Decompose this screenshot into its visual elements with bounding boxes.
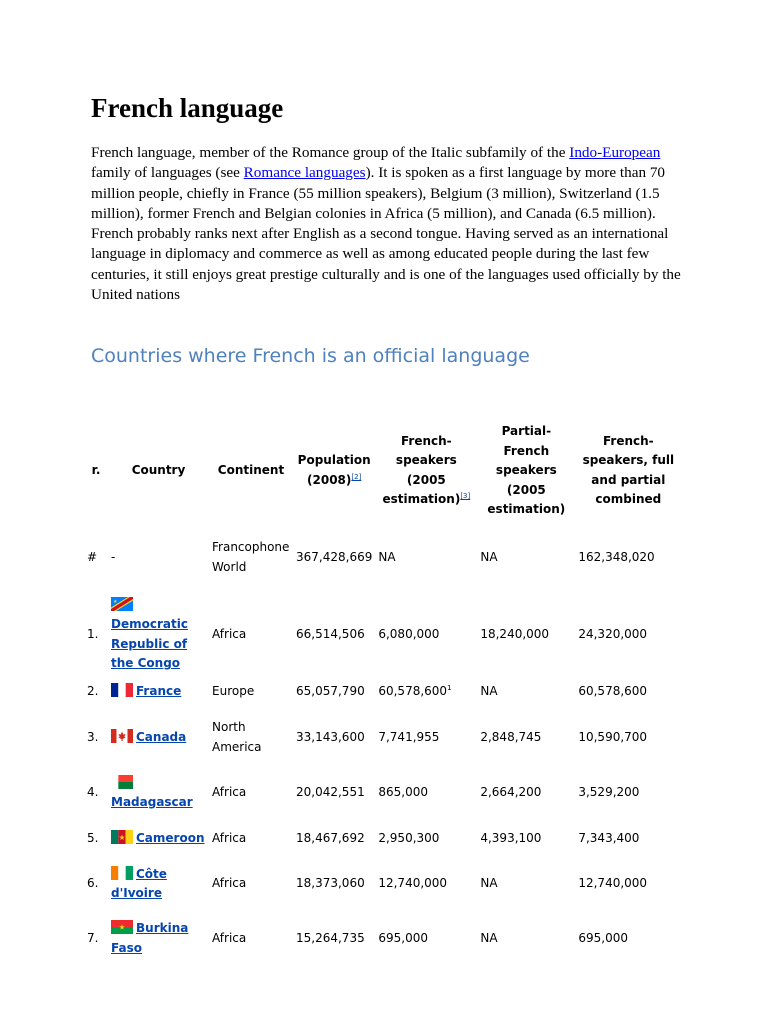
cell-partial-speakers: NA (480, 930, 498, 945)
cell-continent: North America (212, 720, 262, 754)
table-header-row (84, 418, 681, 524)
population-ref-link[interactable]: [2] (351, 472, 362, 481)
header-rank: r. (91, 463, 101, 477)
header-population (293, 418, 375, 524)
french-speakers-ref-link[interactable]: [3] (460, 492, 471, 501)
table-row (84, 908, 681, 970)
cell-combined: 12,740,000 (578, 876, 648, 891)
cell-combined: 24,320,000 (578, 626, 648, 641)
cell-partial-speakers: 2,664,200 (480, 785, 542, 800)
cell-continent: Africa (212, 876, 247, 891)
cell-french-speakers: 7,741,955 (378, 729, 440, 744)
cell-population: 65,057,790 (296, 683, 365, 698)
indo-european-link[interactable]: Indo-European (569, 144, 661, 161)
cell-french-speakers: NA (378, 549, 396, 564)
header-continent: Continent (217, 463, 285, 477)
cell-combined: 60,578,600 (578, 683, 648, 698)
canada-flag-icon (111, 729, 133, 743)
france-flag-icon (111, 683, 133, 697)
cell-french-speakers: 2,950,300 (378, 830, 440, 845)
cell-population: 367,428,669 (296, 549, 373, 564)
table-row (84, 678, 681, 706)
cell-combined: 162,348,020 (578, 549, 655, 564)
intro-text-2: family of languages (see (91, 164, 244, 182)
svg-text:★: ★ (113, 598, 118, 605)
drc-flag-icon (111, 597, 133, 611)
french-speakers-value: 60,578,600 (378, 683, 448, 698)
cell-combined: 3,529,200 (578, 785, 640, 800)
country-link-burkina-faso[interactable]: Burkina Faso (111, 921, 189, 955)
country-link-canada[interactable]: Canada (136, 729, 187, 744)
cell-combined: 7,343,400 (578, 830, 640, 845)
cell-country (108, 861, 209, 908)
cell-country (108, 908, 209, 970)
cell-rank: 3. (87, 729, 99, 744)
country-link-france[interactable]: France (136, 683, 182, 698)
cell-partial-speakers: NA (480, 683, 498, 698)
cell-continent: Francophone World (212, 540, 290, 574)
intro-text-3: ). It is spoken as a first language by more than 70 million people, chiefly in France (55 million speakers), Belgium (3 million), Switzerland (1.5 million), former French and Belgian colonies in Africa (5 million), and Canada (6.5 million). French probably ranks next after English as a second tongue. Having served as an international language in diplomacy and commerce as well as among educated people during the last few centuries, it still enjoys great prestige culturally and is one of the languages used officially by the United nations (91, 164, 681, 304)
cell-population: 66,514,506 (296, 626, 365, 641)
cell-population: 20,042,551 (296, 785, 365, 800)
section-heading: Countries where French is an official language (91, 345, 530, 367)
footnote-marker: 1 (447, 683, 452, 692)
cell-french-speakers (375, 678, 477, 706)
cell-combined: 695,000 (578, 930, 628, 945)
table-row (84, 861, 681, 908)
intro-text-1: French language, member of the Romance group of the Italic subfamily of the (91, 144, 570, 161)
cell-partial-speakers: NA (480, 876, 498, 891)
cell-french-speakers: 865,000 (378, 785, 428, 800)
cell-continent: Africa (212, 930, 247, 945)
table-row (84, 592, 681, 678)
cell-rank: 1. (87, 626, 99, 641)
header-country: Country (131, 463, 186, 477)
cell-population: 15,264,735 (296, 930, 365, 945)
header-french-speakers-label: French-speakers (2005 estimation) (382, 433, 461, 507)
cell-continent: Europe (212, 683, 255, 698)
table-row (84, 706, 681, 770)
cell-french-speakers: 695,000 (378, 930, 428, 945)
cell-country: - (111, 549, 116, 564)
cell-country (108, 706, 209, 770)
intro-paragraph (91, 143, 691, 305)
country-link-cote-divoire[interactable]: Côte d'Ivoire (111, 866, 167, 900)
cell-rank: 5. (87, 830, 99, 845)
table-row (84, 524, 681, 592)
cell-continent: Africa (212, 626, 247, 641)
cell-partial-speakers: NA (480, 549, 498, 564)
cell-combined: 10,590,700 (578, 729, 648, 744)
countries-table (84, 418, 681, 970)
cameroon-flag-icon (111, 830, 133, 844)
cell-partial-speakers: 2,848,745 (480, 729, 542, 744)
cell-french-speakers: 6,080,000 (378, 626, 440, 641)
cote-divoire-flag-icon (111, 866, 133, 880)
cell-partial-speakers: 4,393,100 (480, 830, 542, 845)
page-title: French language (91, 93, 284, 123)
header-combined: French-speakers, full and partial combined (582, 433, 675, 507)
header-population-label: Population (2008) (297, 453, 371, 487)
cell-population: 18,373,060 (296, 876, 365, 891)
cell-population: 18,467,692 (296, 830, 365, 845)
cell-rank: 7. (87, 930, 99, 945)
cell-rank: 2. (87, 683, 99, 698)
cell-partial-speakers: 18,240,000 (480, 626, 550, 641)
cell-rank: 4. (87, 785, 99, 800)
cell-country (108, 592, 209, 678)
cell-rank: 6. (87, 876, 99, 891)
cell-french-speakers: 12,740,000 (378, 876, 448, 891)
country-link-madagascar[interactable]: Madagascar (111, 795, 193, 809)
cell-population: 33,143,600 (296, 729, 365, 744)
romance-languages-link[interactable]: Romance languages (243, 164, 366, 182)
cell-country (108, 770, 209, 817)
header-partial-speakers: Partial-French speakers (2005 estimation) (487, 424, 566, 516)
table-row (84, 770, 681, 817)
cell-country (108, 817, 209, 861)
country-link-cameroon[interactable]: Cameroon (136, 830, 205, 845)
header-french-speakers (375, 418, 477, 524)
table-row (84, 817, 681, 861)
country-link-drc[interactable]: Democratic Republic of the Congo (111, 617, 188, 670)
madagascar-flag-icon (111, 775, 133, 789)
cell-continent: Africa (212, 785, 247, 800)
cell-country (108, 678, 209, 706)
cell-continent: Africa (212, 830, 247, 845)
cell-rank: # (87, 549, 98, 564)
burkina-faso-flag-icon (111, 920, 133, 934)
